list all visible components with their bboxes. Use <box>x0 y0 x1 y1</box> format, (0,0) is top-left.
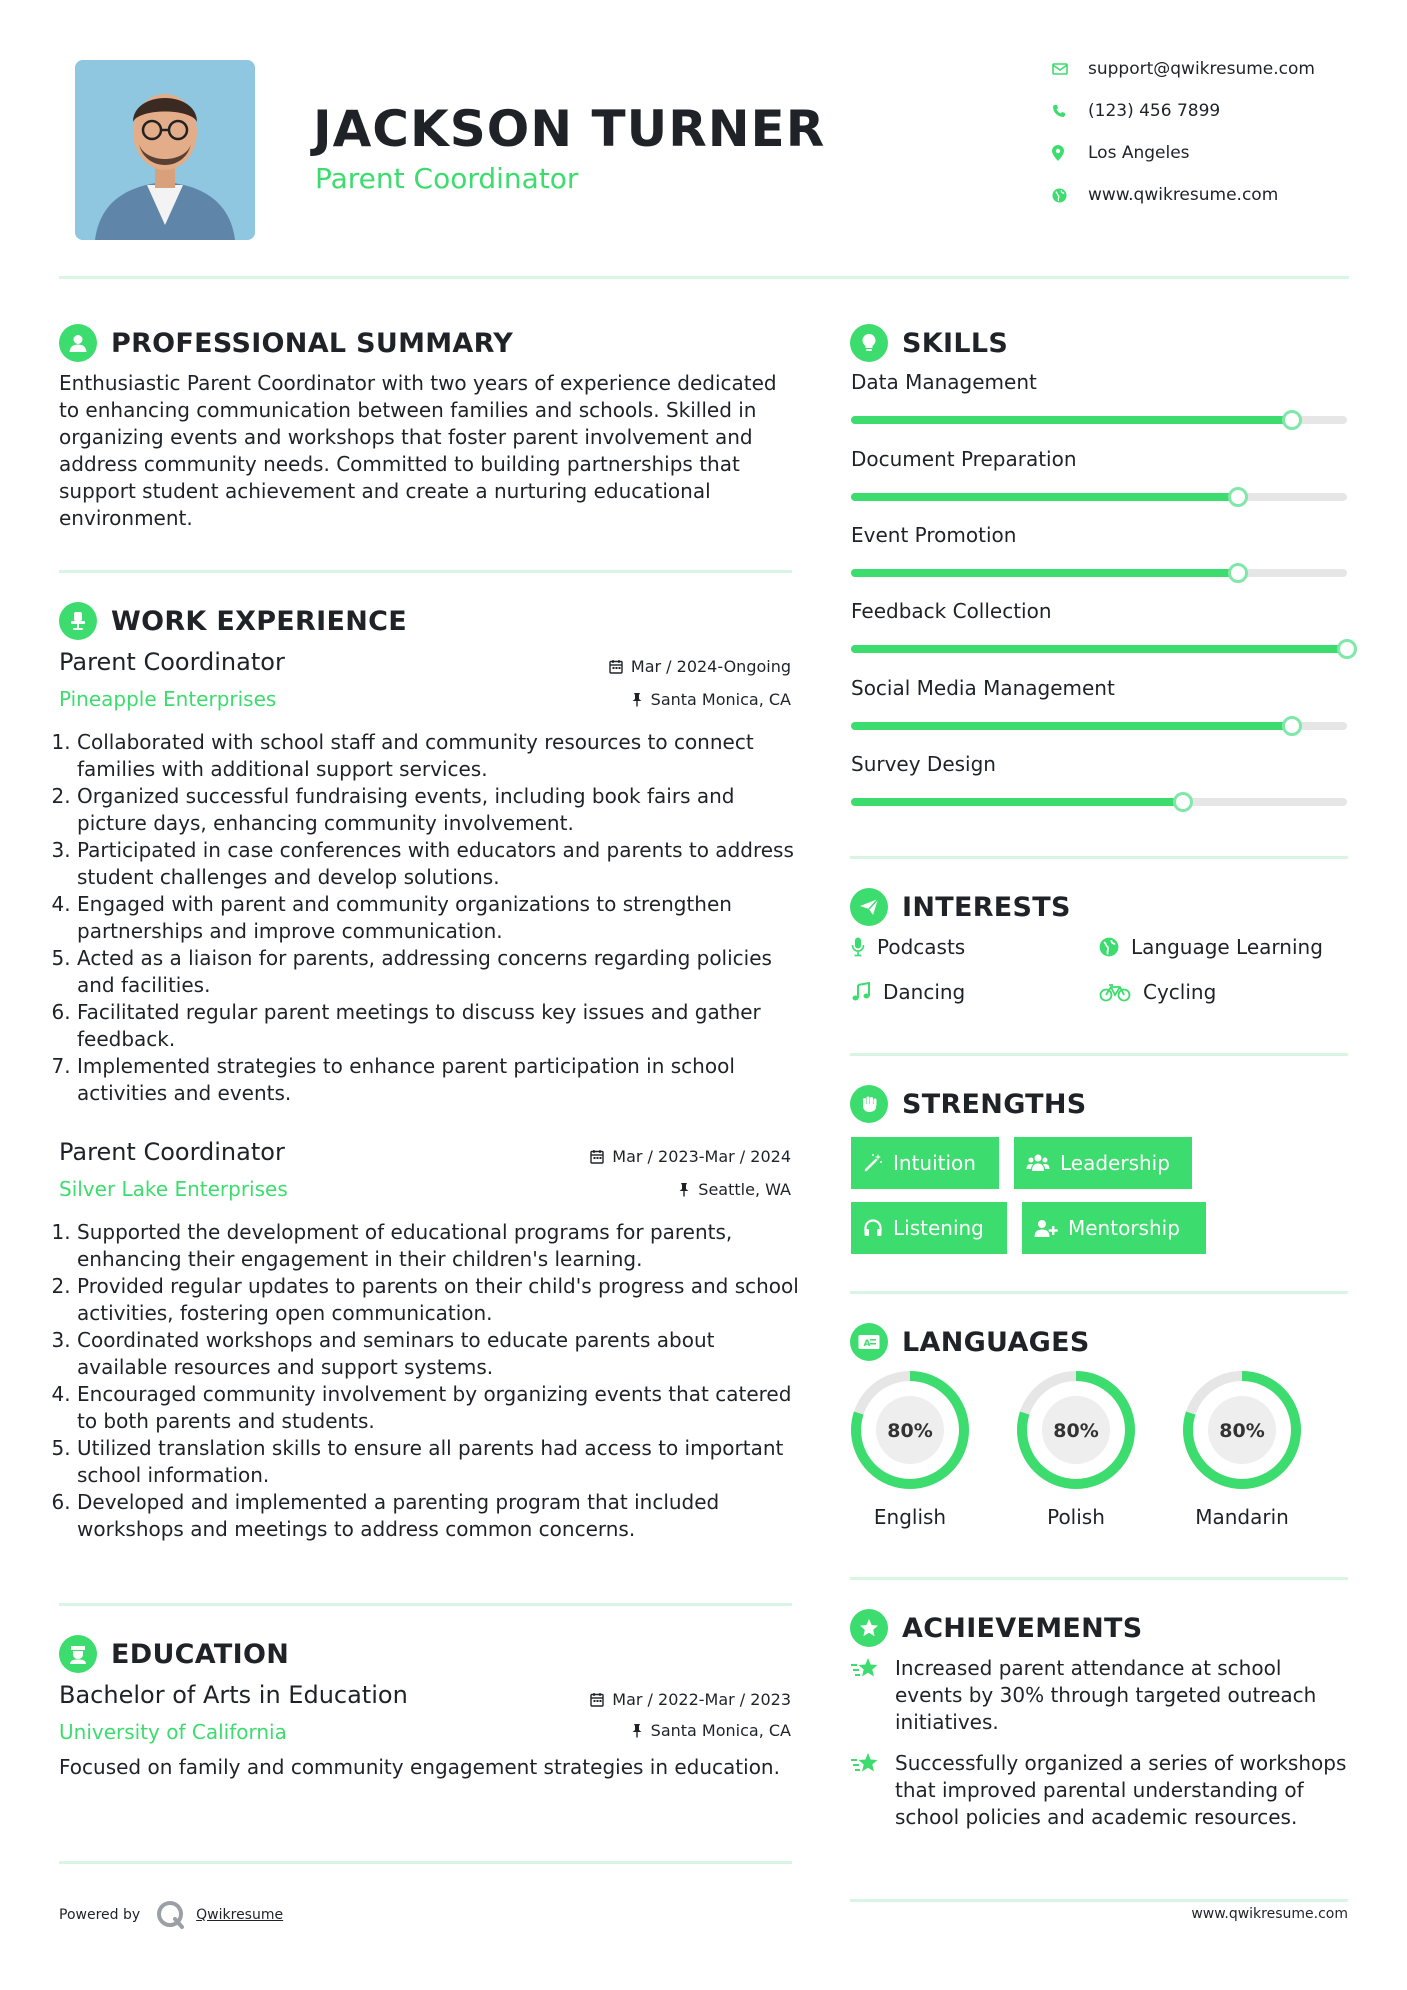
skills-heading-text: SKILLS <box>902 327 1009 359</box>
education-date-text: Mar / 2022-Mar / 2023 <box>612 1690 791 1709</box>
profile-photo <box>75 60 255 240</box>
skills-heading <box>850 323 1008 363</box>
degree-title: Bachelor of Arts in Education <box>59 1681 408 1709</box>
lightbulb-icon <box>850 324 888 362</box>
experience-divider <box>59 1603 792 1606</box>
job-date <box>500 657 791 676</box>
chair-icon <box>59 602 97 640</box>
user-plus-icon <box>1034 1218 1058 1238</box>
education-location <box>500 1721 791 1740</box>
skill-label: Data Management <box>851 370 1037 394</box>
list-item: 1. Collaborated with school staff and community resources to connect families with additional support services. <box>77 729 799 783</box>
languages-divider <box>850 1577 1348 1580</box>
interest-dancing <box>851 980 965 1004</box>
list-item: 5. Utilized translation skills to ensure all parents had access to important school information. <box>77 1435 799 1489</box>
experience-heading-text: WORK EXPERIENCE <box>111 605 407 637</box>
interest-label: Cycling <box>1143 980 1217 1004</box>
skill-label: Social Media Management <box>851 676 1115 700</box>
interest-label: Language Learning <box>1131 935 1323 959</box>
list-item: 3. Participated in case conferences with educators and parents to address student challenges and develop solutions. <box>77 837 799 891</box>
interest-cycling <box>1099 980 1216 1004</box>
interests-heading-text: INTERESTS <box>902 891 1071 923</box>
language-progress-mandarin <box>1180 1368 1304 1492</box>
contact-phone-text: (123) 456 7899 <box>1088 101 1221 121</box>
paper-plane-icon <box>850 888 888 926</box>
svg-text:A: A <box>863 1339 871 1349</box>
user-icon <box>59 324 97 362</box>
skill-bar-knob <box>1228 487 1248 507</box>
job-date <box>500 1147 791 1166</box>
calendar-icon <box>590 1692 604 1707</box>
list-item: 4. Encouraged community involvement by organizing events that catered to both parents and students. <box>77 1381 799 1435</box>
experience-heading <box>59 601 407 641</box>
skill-bar-knob <box>1337 639 1357 659</box>
magic-wand-icon <box>863 1153 883 1173</box>
powered-by-text: Powered by <box>59 1907 141 1923</box>
interests-divider <box>850 1053 1348 1056</box>
skill-bar-knob <box>1282 716 1302 736</box>
skill-bar-knob <box>1282 410 1302 430</box>
strengths-heading <box>850 1084 1087 1124</box>
bicycle-icon <box>1099 982 1131 1002</box>
list-item: 6. Developed and implemented a parenting program that included workshops and meetings to address common concerns. <box>77 1489 799 1543</box>
list-item: 3. Coordinated workshops and seminars to educate parents about available resources and support systems. <box>77 1327 799 1381</box>
strengths-divider <box>850 1291 1348 1294</box>
language-progress-polish <box>1014 1368 1138 1492</box>
skills-divider <box>850 856 1348 859</box>
interest-label: Dancing <box>883 980 966 1004</box>
phone-icon <box>1050 104 1088 118</box>
list-item: 6. Facilitated regular parent meetings to discuss key issues and gather feedback. <box>77 999 799 1053</box>
company-name: Pineapple Enterprises <box>59 687 277 711</box>
list-item: 5. Acted as a liaison for parents, addressing concerns regarding policies and facilities. <box>77 945 799 999</box>
language-label: Mandarin <box>1195 1505 1289 1529</box>
education-text: Focused on family and community engagement strategies in education. <box>59 1755 780 1779</box>
skill-bar-fill <box>851 798 1183 806</box>
header-divider <box>59 276 1349 279</box>
job-title: Parent Coordinator <box>59 1138 285 1166</box>
school-name: University of California <box>59 1720 287 1744</box>
strength-tag-leadership <box>1014 1137 1192 1189</box>
candidate-title: Parent Coordinator <box>315 162 579 195</box>
education-date <box>500 1690 791 1709</box>
strength-label: Intuition <box>893 1151 976 1175</box>
star-icon <box>850 1750 895 1831</box>
language-percent: 80% <box>1053 1420 1099 1442</box>
progress-ring <box>1180 1368 1304 1492</box>
job-location-text: Seattle, WA <box>698 1180 791 1199</box>
list-item: 7. Implemented strategies to enhance parent participation in school activities and events. <box>77 1053 799 1107</box>
contact-email[interactable] <box>1050 54 1380 84</box>
fist-icon <box>850 1085 888 1123</box>
progress-ring <box>1014 1368 1138 1492</box>
graduate-icon <box>59 1635 97 1673</box>
calendar-icon <box>590 1149 604 1164</box>
skill-label: Document Preparation <box>851 447 1077 471</box>
skill-bar-fill <box>851 569 1238 577</box>
strength-tag-mentorship <box>1022 1202 1206 1254</box>
summary-divider <box>59 570 792 573</box>
interests-heading <box>850 887 1071 927</box>
music-note-icon <box>851 982 871 1002</box>
headphones-icon <box>863 1218 883 1238</box>
pin-icon <box>678 1182 690 1197</box>
education-heading-text: EDUCATION <box>111 1638 290 1670</box>
users-icon <box>1026 1153 1050 1173</box>
progress-ring <box>848 1368 972 1492</box>
email-icon <box>1050 63 1088 75</box>
list-item: 2. Organized successful fundraising events, including book fairs and picture days, enhancing community involvement. <box>77 783 799 837</box>
job-title: Parent Coordinator <box>59 648 285 676</box>
interest-label: Podcasts <box>877 935 966 959</box>
contact-phone[interactable] <box>1050 96 1380 126</box>
globe-icon <box>1099 937 1119 957</box>
language-label: Polish <box>1047 1505 1105 1529</box>
achievements-heading <box>850 1608 1143 1648</box>
job-location <box>500 1180 791 1199</box>
languages-heading <box>850 1322 1090 1362</box>
contact-email-text: support@qwikresume.com <box>1088 59 1315 79</box>
job-location <box>500 690 791 709</box>
language-icon <box>850 1323 888 1361</box>
calendar-icon <box>609 659 623 674</box>
strength-tag-listening <box>851 1202 1007 1254</box>
strength-tag-intuition <box>851 1137 999 1189</box>
achievement-item <box>850 1750 1350 1831</box>
education-location-text: Santa Monica, CA <box>650 1721 791 1740</box>
contact-location-text: Los Angeles <box>1088 143 1190 163</box>
contact-location <box>1050 138 1380 168</box>
skill-bar <box>851 645 1347 653</box>
language-percent: 80% <box>887 1420 933 1442</box>
skill-bar-fill <box>851 493 1238 501</box>
education-divider <box>59 1861 792 1864</box>
skill-bar-knob <box>1173 792 1193 812</box>
job-bullets <box>59 1219 799 1543</box>
skill-label: Event Promotion <box>851 523 1017 547</box>
qwikresume-logo-icon <box>154 1898 188 1932</box>
skill-bar <box>851 416 1347 424</box>
list-item: 4. Engaged with parent and community organizations to strengthen partnerships and improve communication. <box>77 891 799 945</box>
microphone-icon <box>851 937 865 957</box>
avatar <box>75 60 255 240</box>
summary-text: Enthusiastic Parent Coordinator with two years of experience dedicated to enhancing communication between families and schools. Skilled in organizing events and workshops that foster parent involvement and address community needs. Committed to building partnerships that support student achievement and create a nurturing educational environment. <box>59 371 777 530</box>
language-label: English <box>873 1505 947 1529</box>
languages-heading-text: LANGUAGES <box>902 1326 1090 1358</box>
list-item: 2. Provided regular updates to parents on their child's progress and school activities, fostering open communication. <box>77 1273 799 1327</box>
skill-bar <box>851 722 1347 730</box>
footer-website[interactable]: www.qwikresume.com <box>1191 1906 1348 1922</box>
achievement-text: Successfully organized a series of workshops that improved parental understanding of school policies and academic resources. <box>895 1751 1347 1829</box>
education-heading <box>59 1634 289 1674</box>
skill-bar-fill <box>851 722 1292 730</box>
contact-website-text: www.qwikresume.com <box>1088 185 1279 205</box>
summary-heading-text: PROFESSIONAL SUMMARY <box>111 327 514 359</box>
footer-powered-by <box>59 1898 283 1932</box>
skill-bar <box>851 798 1347 806</box>
achievements-divider <box>850 1899 1348 1902</box>
job-location-text: Santa Monica, CA <box>650 690 791 709</box>
star-badge-icon <box>850 1609 888 1647</box>
location-icon <box>1050 145 1088 161</box>
skill-bar-fill <box>851 416 1292 424</box>
strength-label: Mentorship <box>1068 1216 1180 1240</box>
pin-icon <box>631 1723 643 1738</box>
job-bullets <box>59 729 799 1107</box>
achievement-item <box>850 1655 1350 1736</box>
interest-language-learning <box>1099 935 1323 959</box>
star-icon <box>850 1655 895 1736</box>
skill-label: Feedback Collection <box>851 599 1052 623</box>
skill-label: Survey Design <box>851 752 996 776</box>
candidate-name: JACKSON TURNER <box>313 100 826 158</box>
achievement-text: Increased parent attendance at school events by 30% through targeted outreach initiatives. <box>895 1656 1317 1734</box>
company-name: Silver Lake Enterprises <box>59 1177 288 1201</box>
pin-icon <box>631 692 643 707</box>
strengths-heading-text: STRENGTHS <box>902 1088 1087 1120</box>
brand-link[interactable]: Qwikresume <box>196 1907 284 1923</box>
strength-label: Leadership <box>1060 1151 1170 1175</box>
job-date-text: Mar / 2024-Ongoing <box>630 657 791 676</box>
skill-bar <box>851 493 1347 501</box>
language-percent: 80% <box>1219 1420 1265 1442</box>
interest-podcasts <box>851 935 965 959</box>
strength-label: Listening <box>893 1216 984 1240</box>
achievements-heading-text: ACHIEVEMENTS <box>902 1612 1143 1644</box>
skill-bar-fill <box>851 645 1347 653</box>
globe-icon <box>1050 188 1088 203</box>
language-progress-english <box>848 1368 972 1492</box>
skill-bar <box>851 569 1347 577</box>
job-date-text: Mar / 2023-Mar / 2024 <box>612 1147 791 1166</box>
skill-bar-knob <box>1228 563 1248 583</box>
summary-heading <box>59 323 513 363</box>
contact-website[interactable] <box>1050 180 1380 210</box>
list-item: 1. Supported the development of educational programs for parents, enhancing their engagement in their children's learning. <box>77 1219 799 1273</box>
